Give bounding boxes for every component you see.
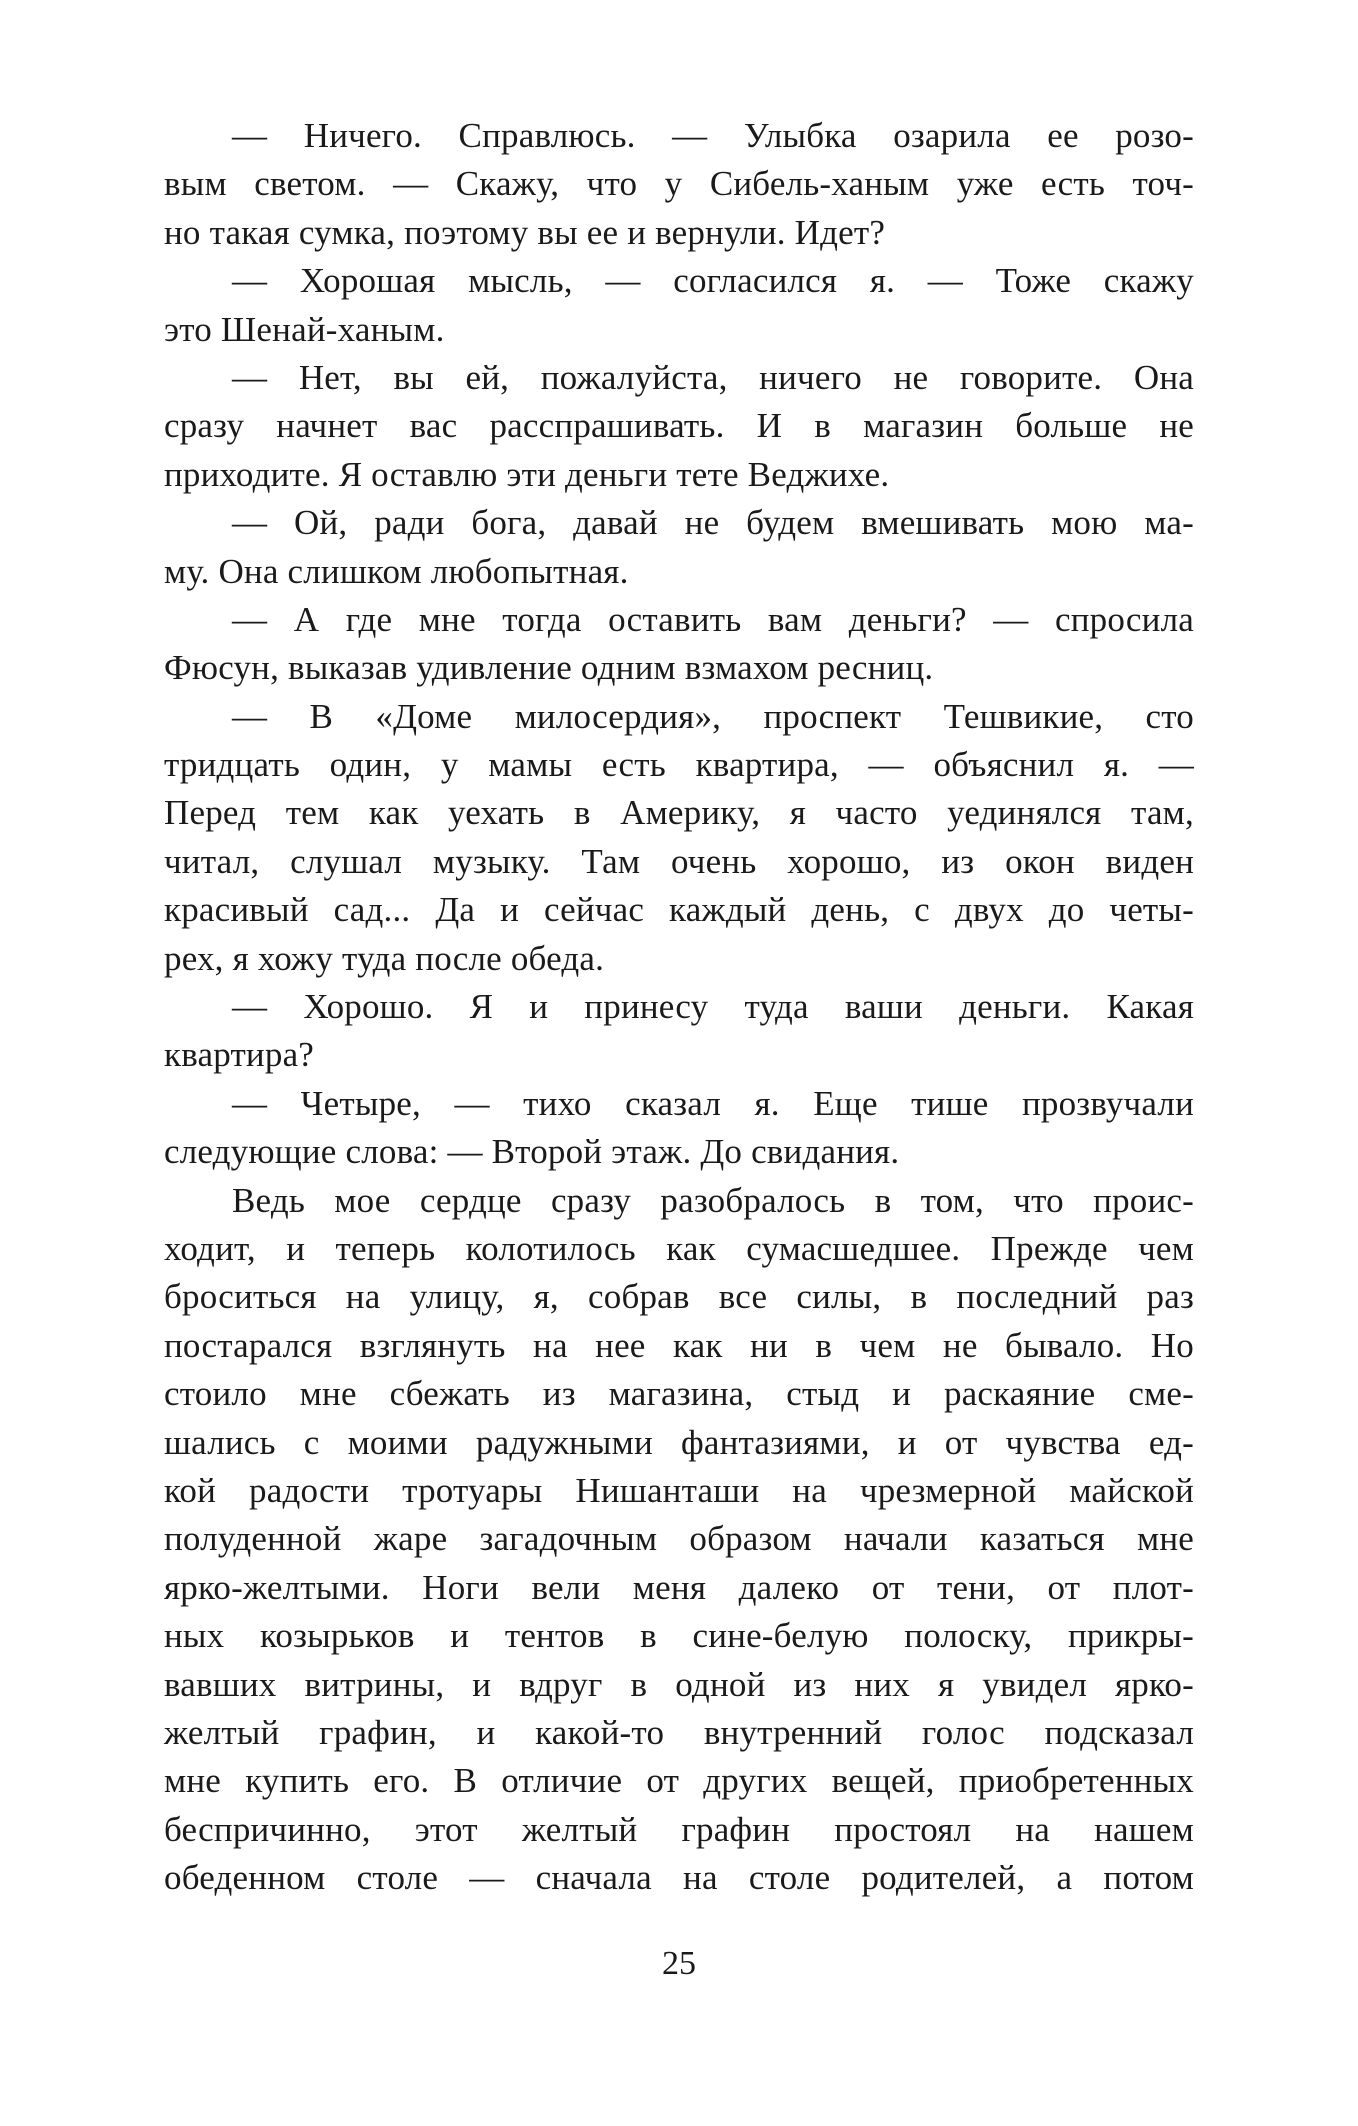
text-line: стоило мне сбежать из магазина, стыд и раскаяние сме- — [164, 1374, 1194, 1414]
text-line: му. Она слишком любопытная. — [164, 551, 629, 591]
text-line: вым светом. — Скажу, что у Сибель-ханым уже есть точ- — [164, 164, 1194, 204]
text-line: приходите. Я оставлю эти деньги тете Веджихе. — [164, 454, 890, 494]
text-line: — Нет, вы ей, пожалуйста, ничего не говорите. Она — [232, 357, 1194, 397]
text-line: — А где мне тогда оставить вам деньги? — спросила — [232, 599, 1194, 639]
text-line: желтый графин, и какой-то внутренний голос подсказал — [164, 1712, 1194, 1752]
text-line: — Хорошо. Я и принесу туда ваши деньги. Какая — [232, 987, 1194, 1027]
text-line: следующие слова: — Второй этаж. До свидания. — [164, 1132, 900, 1172]
text-line: обеденном столе — сначала на столе родителей, а потом — [164, 1858, 1194, 1898]
text-line: кой радости тротуары Нишанташи на чрезмерной майской — [164, 1470, 1194, 1510]
text-line: это Шенай-ханым. — [164, 309, 445, 349]
text-line: — Четыре, — тихо сказал я. Еще тише прозвучали — [232, 1083, 1194, 1123]
text-line: красивый сад... Да и сейчас каждый день, с двух до четы- — [164, 890, 1194, 930]
text-line: — Ой, ради бога, давай не будем вмешивать мою ма- — [232, 503, 1194, 543]
text-line: сразу начнет вас расспрашивать. И в магазин больше не — [164, 406, 1194, 446]
text-line: Ведь мое сердце сразу разобралось в том, что проис- — [232, 1180, 1194, 1220]
text-line: шались с моими радужными фантазиями, и от чувства ед- — [164, 1422, 1194, 1462]
text-line: — Хорошая мысль, — согласился я. — Тоже скажу — [232, 261, 1194, 301]
text-line: броситься на улицу, я, собрав все силы, в последний раз — [164, 1277, 1194, 1317]
page-number: 25 — [662, 1945, 696, 1982]
text-line: вавших витрины, и вдруг в одной из них я увидел ярко- — [164, 1664, 1194, 1704]
text-line: Перед тем как уехать в Америку, я часто уединялся там, — [164, 793, 1194, 833]
body-text — [164, 112, 1194, 1902]
text-line: ходит, и теперь колотилось как сумасшедшее. Прежде чем — [164, 1228, 1194, 1268]
text-line: рех, я хожу туда после обеда. — [164, 938, 605, 978]
text-line: — В «Доме милосердия», проспект Тешвикие, сто — [232, 696, 1194, 736]
text-line: полуденной жаре загадочным образом начали казаться мне — [164, 1519, 1194, 1559]
text-line: тридцать один, у мамы есть квартира, — объяснил я. — — [164, 745, 1194, 785]
text-line: ярко-желтыми. Ноги вели меня далеко от тени, от плот- — [164, 1567, 1194, 1607]
text-line: — Ничего. Справлюсь. — Улыбка озарила ее розо- — [232, 116, 1194, 155]
text-line: постарался взглянуть на нее как ни в чем не бывало. Но — [164, 1325, 1194, 1365]
text-line: мне купить его. В отличие от других вещей, приобретенных — [164, 1761, 1194, 1801]
text-line: Фюсун, выказав удивление одним взмахом ресниц. — [164, 648, 934, 688]
text-line: но такая сумка, поэтому вы ее и вернули. Идет? — [164, 212, 886, 252]
text-line: беспричинно, этот желтый графин простоял на нашем — [164, 1809, 1194, 1849]
text-line: ных козырьков и тентов в сине-белую полоску, прикры- — [164, 1616, 1194, 1656]
text-line: квартира? — [164, 1035, 315, 1075]
text-line: читал, слушал музыку. Там очень хорошо, из окон виден — [164, 841, 1194, 881]
